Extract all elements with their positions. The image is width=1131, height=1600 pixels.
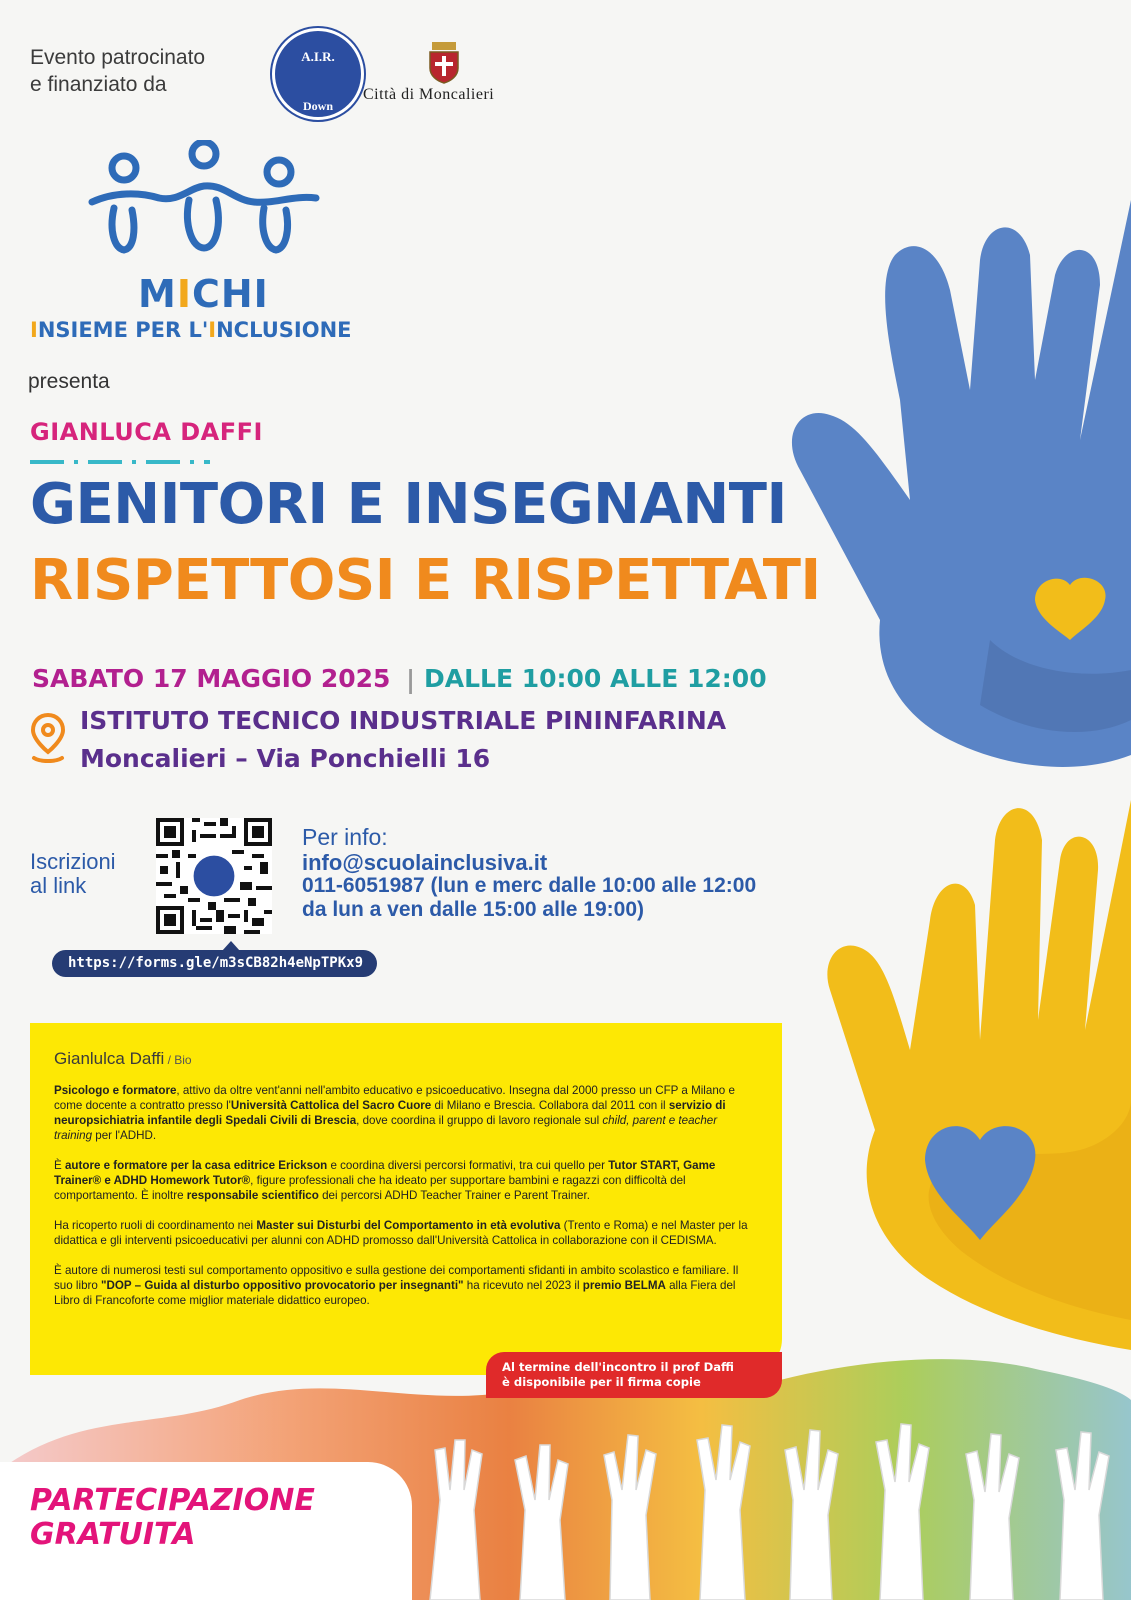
bio-paragraph-3 [54, 1218, 758, 1248]
tagline-end: NCLUSIONE [216, 318, 352, 342]
bio-p2-g: dei percorsi ADHD Teacher Trainer e Parent Trainer. [318, 1189, 590, 1202]
free-entry-line-2: GRATUITA [30, 1517, 196, 1552]
free-entry-label [30, 1484, 315, 1552]
bio-paragraph-4 [54, 1263, 758, 1308]
bio-p1-d: di Milano e Brescia. Collabora dal 2011 con il [431, 1099, 669, 1112]
registration-qr-code[interactable] [156, 818, 272, 934]
free-entry-line-1: PARTECIPAZIONE [30, 1483, 315, 1518]
event-title-line-2: RISPETTOSI E RISPETTATI [30, 548, 821, 613]
michi-tagline [30, 318, 352, 342]
bio-p4-a: È autore di numerosi testi sul comportamento oppositivo e sulla gestione dei comportamenti sfidanti in ambito scolastico e familiare. Il suo libro [54, 1264, 739, 1292]
contact-hours: da lun a ven dalle 15:00 alle 19:00) [302, 898, 644, 921]
date-time-separator: | [406, 665, 416, 694]
registration-label-line-1: Iscrizioni [30, 849, 116, 874]
event-address: Moncalieri – Via Ponchielli 16 [80, 744, 491, 773]
bio-box [30, 1023, 782, 1375]
bio-p1-e: servizio di neuropsichiatria infantile degli Spedali Civili di Brescia [54, 1099, 726, 1127]
sponsor-line-1: Evento patrocinato [30, 46, 206, 69]
signing-line-1: Al termine dell'incontro il prof Daffi [502, 1360, 734, 1374]
bio-paragraph-2 [54, 1158, 758, 1203]
city-crest-icon [424, 40, 464, 84]
speaker-name: GIANLUCA DAFFI [30, 418, 263, 446]
tagline-initial: I [30, 318, 38, 342]
tagline-i: I [208, 318, 217, 342]
bio-p4-d: premio BELMA [582, 1279, 666, 1292]
michi-figures-logo-icon [84, 140, 324, 260]
registration-link[interactable]: https://forms.gle/m3sCB82h4eNpTPKx9 [52, 950, 377, 977]
city-name: Città di Moncalieri [363, 86, 495, 103]
event-venue: ISTITUTO TECNICO INDUSTRIALE PININFARINA [80, 706, 727, 735]
blue-hand-icon [792, 200, 1131, 767]
event-time: DALLE 10:00 ALLE 12:00 [424, 664, 767, 693]
contact-email-link[interactable]: info@scuolainclusiva.it [302, 850, 548, 875]
bio-p1-a: Psicologo e formatore [54, 1084, 177, 1097]
presenta-label: presenta [28, 370, 110, 393]
michi-name-end: CHI [191, 272, 269, 316]
bio-p3-b: Master sui Disturbi del Comportamento in età evolutiva [256, 1219, 561, 1232]
michi-name-i: I [176, 272, 192, 316]
bio-p3-a: Ha ricoperto ruoli di coordinamento nei [54, 1219, 257, 1232]
yellow-hand-icon [827, 800, 1131, 1350]
bio-p1-h: per l'ADHD. [92, 1129, 157, 1142]
bio-p2-c: e coordina diversi percorsi formativi, tra cui quello per [327, 1159, 609, 1172]
bio-name: Gianlulca Daffi [54, 1049, 165, 1068]
sponsor-caption [30, 44, 205, 98]
registration-label [30, 850, 116, 898]
contact-phone: 011-6051987 (lun e merc dalle 10:00 alle 12:00 [302, 874, 757, 897]
event-date: SABATO 17 MAGGIO 2025 [32, 664, 391, 693]
bio-p2-d: Tutor START, Game Trainer® e ADHD Homework Tutor® [54, 1159, 716, 1187]
air-logo-bottom-text: Down [302, 99, 333, 113]
tagline-middle: NSIEME PER L' [37, 318, 209, 342]
sponsor-line-2: e finanziato da [30, 73, 167, 96]
bio-p2-a: È [54, 1159, 65, 1172]
event-title-line-1: GENITORI E INSEGNANTI [30, 472, 787, 537]
decorative-hands-illustration [780, 200, 1131, 1350]
bio-p4-e: alla Fiera del Libro di Francoforte come miglior materiale didattico europeo. [54, 1279, 736, 1307]
bio-p3-c: (Trento e Roma) e nel Master per la didattica e gli interventi psicoeducativi per alunni con ADHD promosso dall'Università Cattolica in collaborazione con il CEDISMA. [54, 1219, 748, 1247]
decorative-dashed-line [30, 460, 210, 464]
bio-p4-c: ha ricevuto nel 2023 il [463, 1279, 583, 1292]
bio-p1-c: Università Cattolica del Sacro Cuore [230, 1099, 432, 1112]
bio-suffix: / Bio [164, 1053, 192, 1067]
michi-logo-name [138, 272, 269, 316]
michi-name-m: M [138, 272, 177, 316]
bio-p2-b: autore e formatore per la casa editrice Erickson [64, 1159, 328, 1172]
signing-line-2: è disponibile per il firma copie [502, 1375, 701, 1389]
bio-p1-b: , attivo da oltre vent'anni nell'ambito educativo e psicoeducativo. Insegna dal 2000 presso un CFP a Milano e come docente a contratto presso l' [54, 1084, 735, 1112]
bio-p2-e: , figure professionali che ha ideato per supportare bambini e ragazzi con difficoltà del comportamento. È inoltre [54, 1174, 686, 1202]
bio-p1-g: child, parent e teacher training [54, 1114, 718, 1142]
book-signing-badge [486, 1352, 782, 1398]
registration-label-line-2: al link [30, 873, 87, 898]
info-heading: Per info: [302, 824, 388, 850]
bio-p2-f: responsabile scientifico [186, 1189, 319, 1202]
bio-p4-b: "DOP – Guida al disturbo oppositivo provocatorio per insegnanti" [101, 1279, 464, 1292]
air-down-logo [272, 28, 364, 120]
location-pin-icon [30, 712, 66, 764]
bio-p1-f: , dove coordina il gruppo di lavoro regionale sul [356, 1114, 603, 1127]
bio-paragraph-1 [54, 1083, 758, 1143]
bio-heading [54, 1049, 758, 1069]
air-logo-top-text: A.I.R. [301, 49, 335, 64]
